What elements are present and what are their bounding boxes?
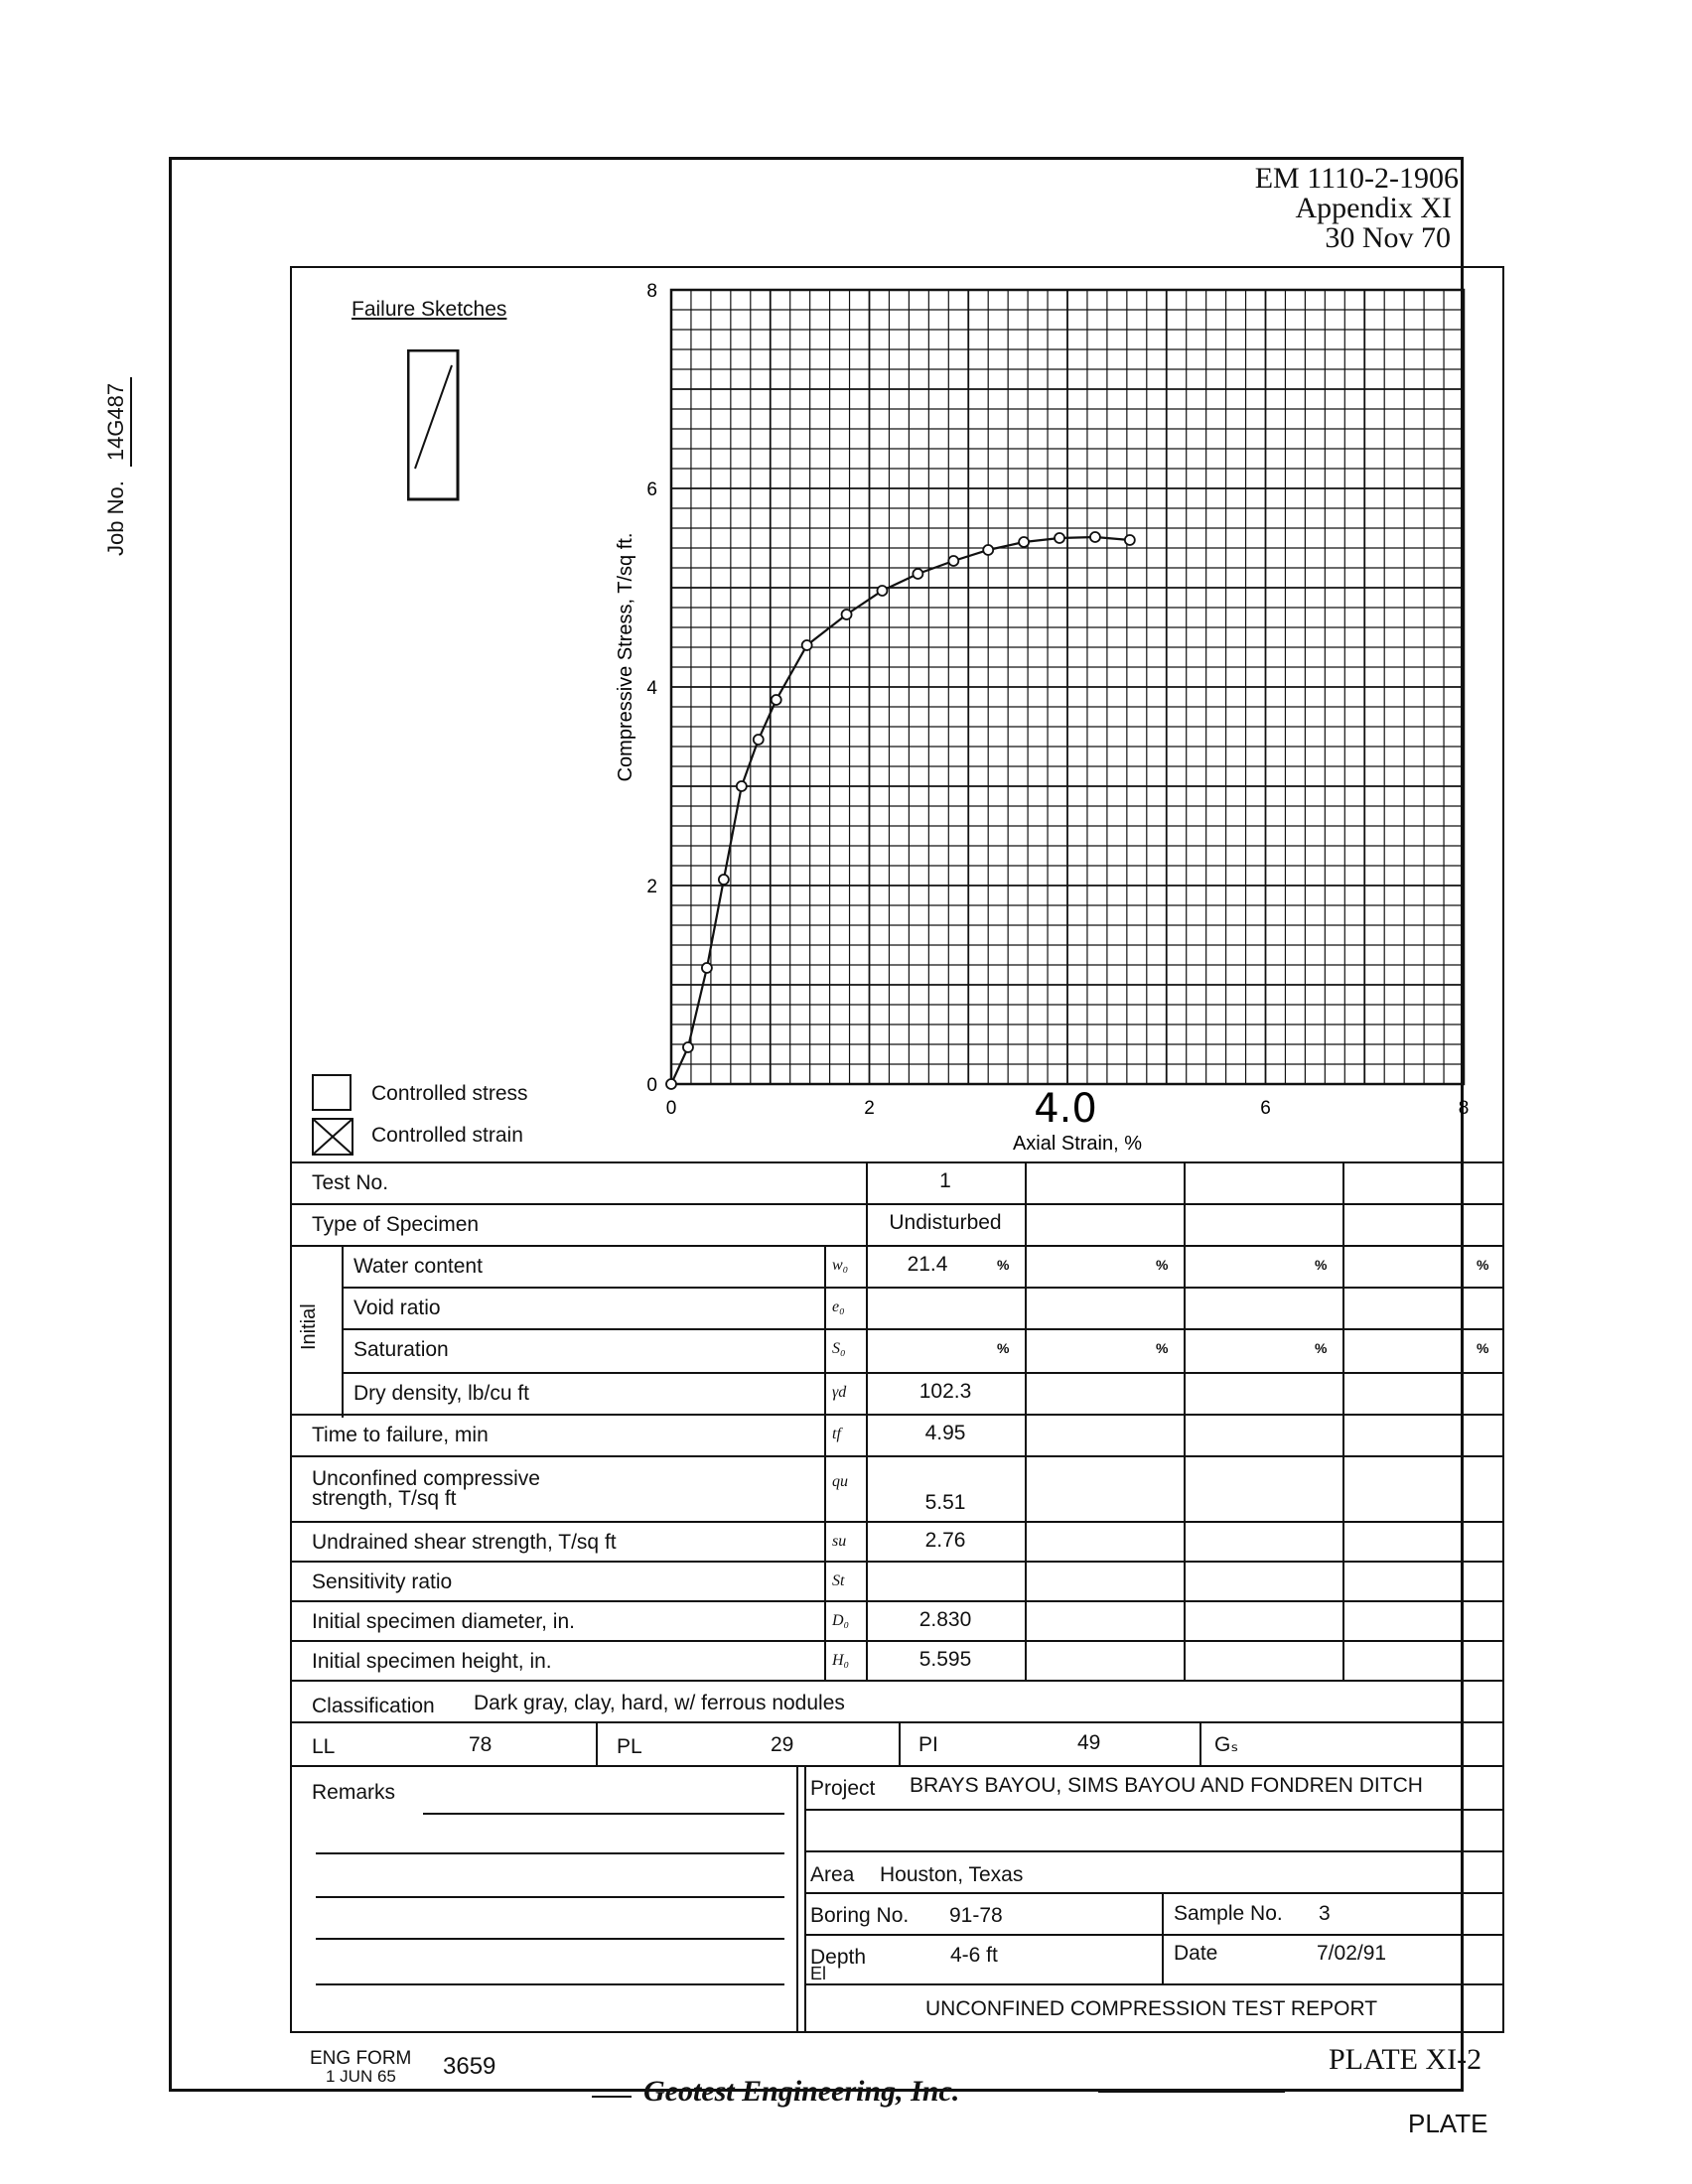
type_values-value: Undisturbed: [889, 1211, 1002, 1234]
data-point: [1019, 537, 1029, 547]
time-value: 4.95: [924, 1422, 966, 1444]
data-point: [1090, 532, 1100, 542]
series-line: [671, 537, 1130, 1084]
classification-label: Classification: [312, 1695, 435, 1717]
void-label: Void ratio: [353, 1297, 441, 1319]
job-number-label: Job No.: [103, 480, 128, 556]
project-line: [804, 1892, 1504, 1894]
x-tick-label: 6: [1260, 1098, 1271, 1119]
data-point: [702, 963, 712, 973]
height-value: 5.595: [918, 1648, 972, 1671]
percent-sign: %: [997, 1340, 1010, 1356]
data-point: [948, 556, 958, 566]
data-point: [1125, 535, 1135, 545]
percent-sign: %: [1477, 1340, 1489, 1356]
doc-number: EM 1110-2-1906: [1254, 162, 1459, 195]
report-title: UNCONFINED COMPRESSION TEST REPORT: [925, 1997, 1378, 2020]
data-point: [877, 586, 887, 596]
footer-line-right: [1098, 2091, 1285, 2093]
data-point: [983, 545, 993, 555]
table-col-line: [1184, 1161, 1186, 1680]
limits-col-line: [596, 1721, 598, 1765]
limits-col-line: [899, 1721, 901, 1765]
area-label: Area: [810, 1863, 855, 1886]
data-point: [1055, 533, 1064, 543]
percent-sign: %: [1156, 1257, 1169, 1273]
y-tick-label: 6: [646, 479, 657, 500]
table-row-line: [290, 1600, 1504, 1602]
sens-symbol: St: [832, 1572, 845, 1589]
handwritten-annotation: 4.0: [1034, 1086, 1097, 1132]
table-row-line: [290, 1414, 1504, 1416]
table-row-line: [290, 1161, 1504, 1163]
project-line: [804, 1983, 1504, 1985]
ll-label: LL: [312, 1735, 336, 1758]
boring-value: 91-78: [949, 1904, 1003, 1927]
project-line: [804, 1934, 1504, 1936]
water-label: Water content: [353, 1255, 483, 1278]
data-point: [772, 695, 781, 705]
remarks-line: [316, 1852, 784, 1854]
water-symbol: w₀: [832, 1257, 849, 1274]
remarks-project-line: [804, 1765, 806, 2033]
remarks-line: [316, 1938, 784, 1940]
date-label: Date: [1174, 1942, 1218, 1965]
y-axis-label: Compressive Stress, T/sq ft.: [615, 532, 636, 782]
x-tick-label: 0: [665, 1098, 677, 1119]
remarks-line: [423, 1813, 784, 1815]
controlled-stress-label: Controlled stress: [371, 1082, 528, 1105]
dry-value: 102.3: [918, 1380, 972, 1403]
job-number: [103, 377, 129, 556]
test-no-label: Test No.: [312, 1171, 389, 1194]
project-value: BRAYS BAYOU, SIMS BAYOU AND FONDREN DITCH: [910, 1774, 1423, 1797]
date-value: 7/02/91: [1317, 1942, 1387, 1965]
x-tick-label: 2: [864, 1098, 875, 1119]
table-row-line: [290, 1680, 1504, 1682]
eng-form-date: 1 JUN 65: [326, 2067, 396, 2086]
data-point: [737, 781, 747, 791]
table-col-line: [866, 1161, 868, 1680]
table-row-line: [290, 1640, 1504, 1642]
project-label: Project: [810, 1777, 876, 1800]
classification-value: Dark gray, clay, hard, w/ ferrous nodules: [474, 1692, 845, 1714]
plate-label-bottom: PLATE: [1408, 2109, 1488, 2138]
remarks-line: [316, 1983, 784, 1985]
percent-sign: %: [997, 1257, 1010, 1273]
ucs-symbol: qu: [832, 1473, 848, 1490]
sample-label: Sample No.: [1174, 1902, 1283, 1925]
diam-value: 2.830: [918, 1608, 972, 1631]
initial-group-line: [342, 1245, 344, 1418]
appendix-label: Appendix XI: [1295, 192, 1452, 224]
shear-symbol: su: [832, 1533, 847, 1550]
stress-strain-chart: [596, 278, 1489, 1161]
y-tick-label: 2: [646, 877, 657, 897]
x-tick-label: 8: [1458, 1098, 1470, 1119]
project-line: [804, 1850, 1504, 1852]
company-name: Geotest Engineering, Inc.: [643, 2075, 960, 2108]
data-point: [719, 875, 729, 885]
specimen-type-label: Type of Specimen: [312, 1213, 480, 1236]
remarks-line: [316, 1896, 784, 1898]
depth-value: 4-6 ft: [950, 1944, 998, 1967]
table-col-line: [1342, 1161, 1344, 1680]
limits-col-line: [1199, 1721, 1201, 1765]
table-row-line: [290, 1245, 1504, 1247]
el-label: El: [810, 1964, 827, 1983]
diam-label: Initial specimen diameter, in.: [312, 1610, 575, 1633]
pi-label: PI: [918, 1733, 938, 1756]
data-point: [666, 1079, 676, 1089]
x-axis-label: Axial Strain, %: [1012, 1133, 1143, 1155]
failure-sketch: [407, 349, 461, 502]
y-tick-label: 4: [646, 678, 657, 699]
sample-date-divider: [1162, 1892, 1164, 1983]
controlled-stress-checkbox: [312, 1074, 352, 1111]
percent-sign: %: [1477, 1257, 1489, 1273]
controlled-strain-checkbox: [312, 1118, 353, 1156]
depth-label: Depth: [810, 1946, 867, 1969]
data-point: [913, 569, 922, 579]
height-label: Initial specimen height, in.: [312, 1650, 552, 1673]
table-row-line: [290, 1561, 1504, 1563]
eng-form-number: 3659: [443, 2053, 496, 2080]
remarks-label: Remarks: [312, 1781, 396, 1804]
table-row-line: [342, 1328, 1504, 1330]
table-row-line: [290, 1521, 1504, 1523]
percent-sign: %: [1315, 1257, 1328, 1273]
table-row-line: [290, 1203, 1504, 1205]
controlled-strain-label: Controlled strain: [371, 1124, 523, 1147]
time-symbol: tf: [832, 1426, 841, 1442]
y-tick-label: 8: [646, 281, 657, 302]
symbol-col-line: [824, 1245, 826, 1680]
ll-value: 78: [469, 1733, 493, 1756]
pl-label: PL: [617, 1735, 642, 1758]
sat-symbol: S₀: [832, 1340, 846, 1357]
void-symbol: e₀: [832, 1298, 845, 1315]
sat-label: Saturation: [353, 1338, 449, 1361]
sample-value: 3: [1319, 1902, 1331, 1925]
pi-value: 49: [1077, 1731, 1101, 1754]
ucs-label-2: strength, T/sq ft: [312, 1487, 457, 1510]
shear-value: 2.76: [924, 1529, 966, 1552]
height-symbol: H₀: [832, 1652, 850, 1669]
percent-sign: %: [1315, 1340, 1328, 1356]
pl-value: 29: [771, 1733, 794, 1756]
diam-symbol: D₀: [832, 1612, 850, 1629]
data-point: [802, 640, 812, 650]
gs-label: Gₛ: [1214, 1733, 1239, 1756]
data-point: [842, 610, 852, 619]
job-number-value: 14G487: [103, 377, 132, 467]
boring-label: Boring No.: [810, 1904, 910, 1927]
plate-number: PLATE XI-2: [1329, 2043, 1482, 2076]
ucs-label-1: Unconfined compressive: [312, 1467, 540, 1490]
shear-label: Undrained shear strength, T/sq ft: [312, 1531, 617, 1554]
remarks-project-line: [796, 1765, 798, 2033]
table-row-line: [342, 1287, 1504, 1289]
dry-label: Dry density, lb/cu ft: [353, 1382, 530, 1405]
initial-label: Initial: [298, 1303, 320, 1350]
failure-sketches-title: Failure Sketches: [352, 298, 507, 321]
data-point: [754, 735, 764, 745]
time-label: Time to failure, min: [312, 1424, 489, 1446]
limits-line: [290, 1765, 1504, 1767]
ucs-value: 5.51: [924, 1491, 966, 1514]
table-col-line: [1025, 1161, 1027, 1680]
eng-form-label: ENG FORM: [310, 2048, 412, 2069]
sens-label: Sensitivity ratio: [312, 1570, 453, 1593]
classification-line: [290, 1721, 1504, 1723]
dry-symbol: γd: [832, 1384, 847, 1401]
area-value: Houston, Texas: [880, 1863, 1024, 1886]
footer-line-left: [592, 2096, 632, 2098]
table-row-line: [342, 1372, 1504, 1374]
water-value: 21.4: [907, 1253, 948, 1276]
table-row-line: [290, 1455, 1504, 1457]
percent-sign: %: [1156, 1340, 1169, 1356]
doc-date: 30 Nov 70: [1325, 221, 1451, 254]
y-tick-label: 0: [646, 1075, 657, 1096]
test_no-value: 1: [939, 1169, 951, 1192]
data-point: [683, 1042, 693, 1052]
project-line: [804, 1809, 1504, 1811]
